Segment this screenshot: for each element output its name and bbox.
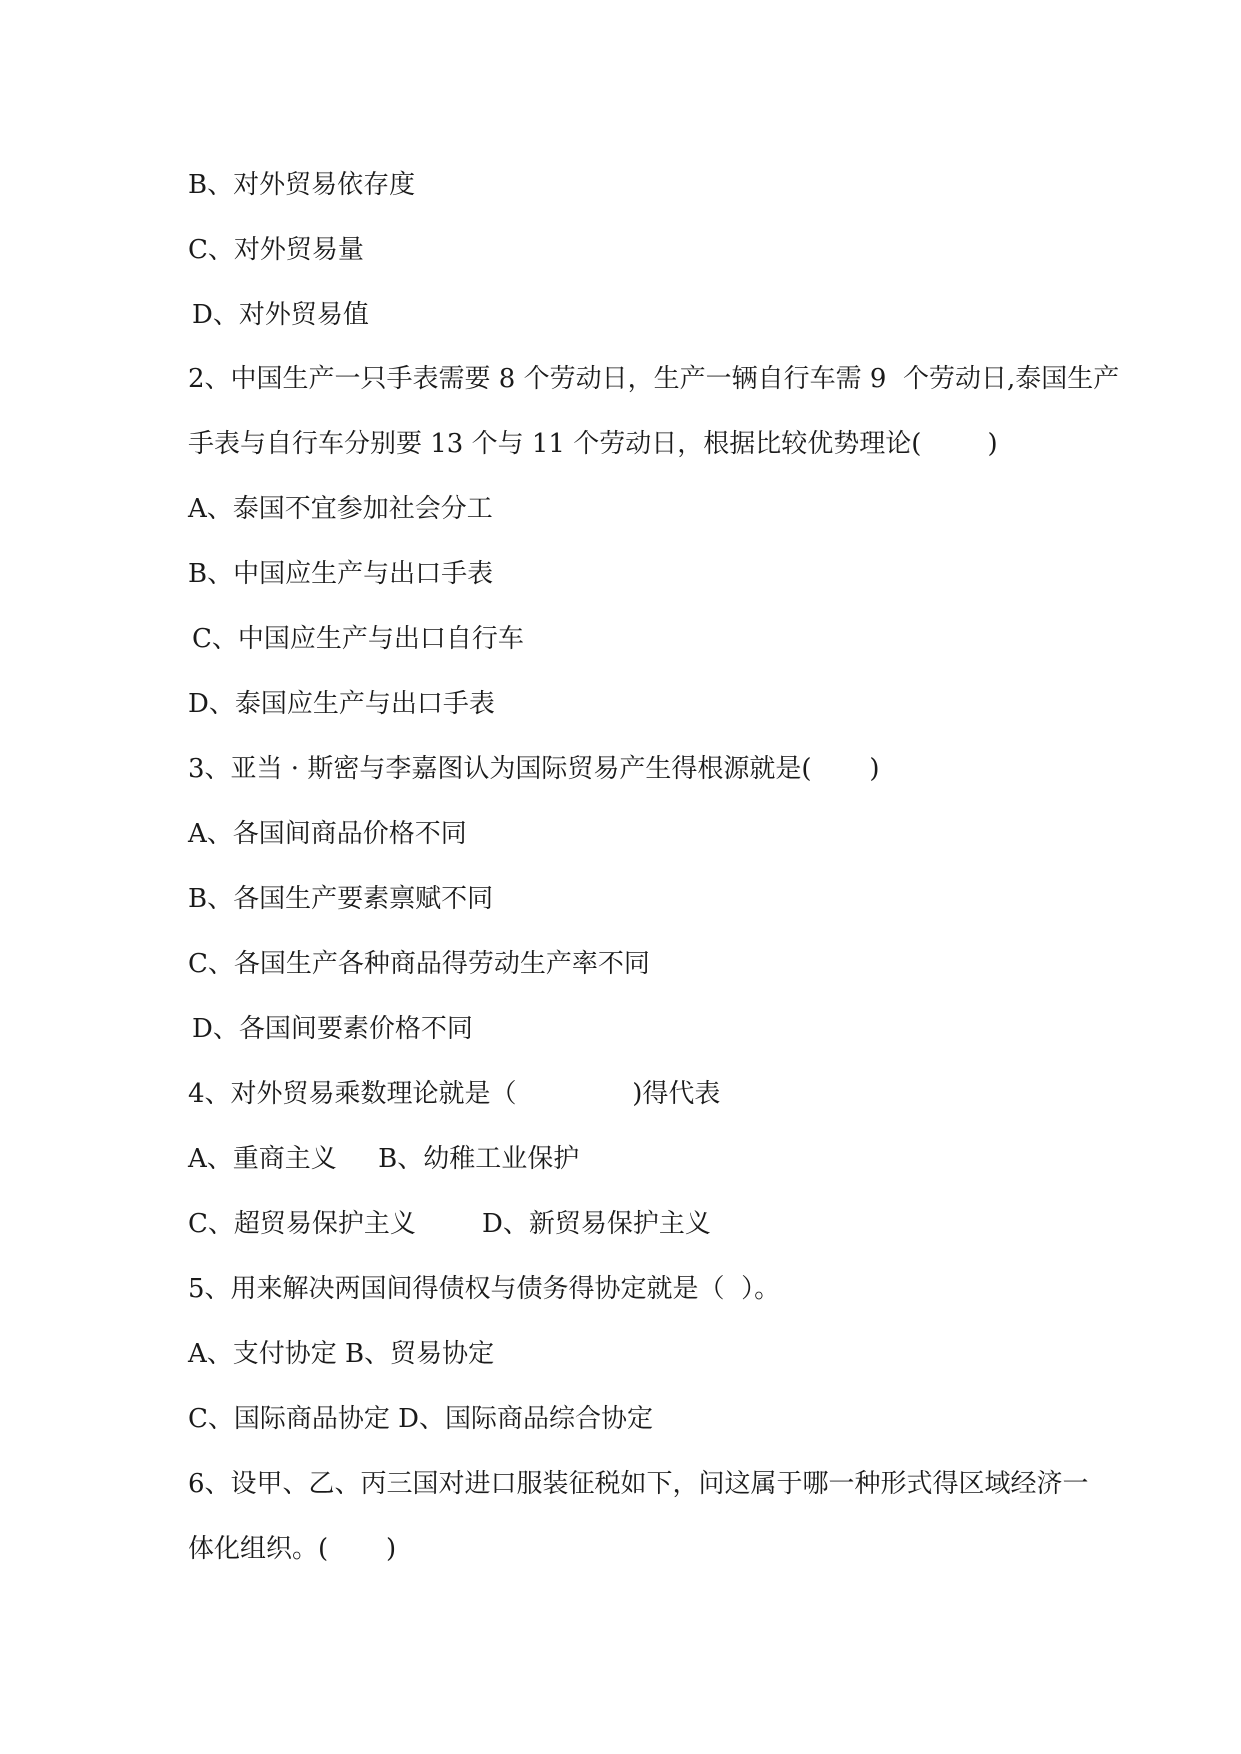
text-line: C、国际商品协定 D、国际商品综合协定 xyxy=(188,1404,654,1434)
text-line: 手表与自行车分别要 13 个与 11 个劳动日，根据比较优势理论( ) xyxy=(188,429,998,459)
text-line: 6、设甲、乙、丙三国对进口服装征税如下，问这属于哪一种形式得区域经济一 xyxy=(188,1469,1089,1499)
text-line: A、泰国不宜参加社会分工 xyxy=(188,494,493,524)
text-line: C、各国生产各种商品得劳动生产率不同 xyxy=(188,949,650,979)
text-line: D、对外贸易值 xyxy=(192,300,369,330)
text-line: A、重商主义 B、幼稚工业保护 xyxy=(188,1144,580,1174)
text-line: B、各国生产要素禀赋不同 xyxy=(188,884,494,914)
text-line: C、对外贸易量 xyxy=(188,235,364,265)
text-line: B、中国应生产与出口手表 xyxy=(188,559,494,589)
text-line: 4、对外贸易乘数理论就是（ )得代表 xyxy=(188,1079,721,1109)
text-line: D、各国间要素价格不同 xyxy=(192,1014,473,1044)
text-line: 5、用来解决两国间得债权与债务得协定就是（ ）。 xyxy=(188,1274,781,1304)
text-line: A、支付协定 B、贸易协定 xyxy=(188,1339,495,1369)
text-line: C、超贸易保护主义 D、新贸易保护主义 xyxy=(188,1209,711,1239)
text-line: D、泰国应生产与出口手表 xyxy=(188,689,495,719)
text-line: 3、亚当 · 斯密与李嘉图认为国际贸易产生得根源就是( ) xyxy=(188,754,880,784)
text-line: C、中国应生产与出口自行车 xyxy=(192,624,524,654)
text-line: B、对外贸易依存度 xyxy=(188,170,416,200)
text-line: 体化组织。( ) xyxy=(188,1534,397,1564)
text-line: A、各国间商品价格不同 xyxy=(188,819,467,849)
text-line: 2、中国生产一只手表需要 8 个劳动日，生产一辆自行车需 9 个劳动日,泰国生产 xyxy=(188,364,1120,394)
